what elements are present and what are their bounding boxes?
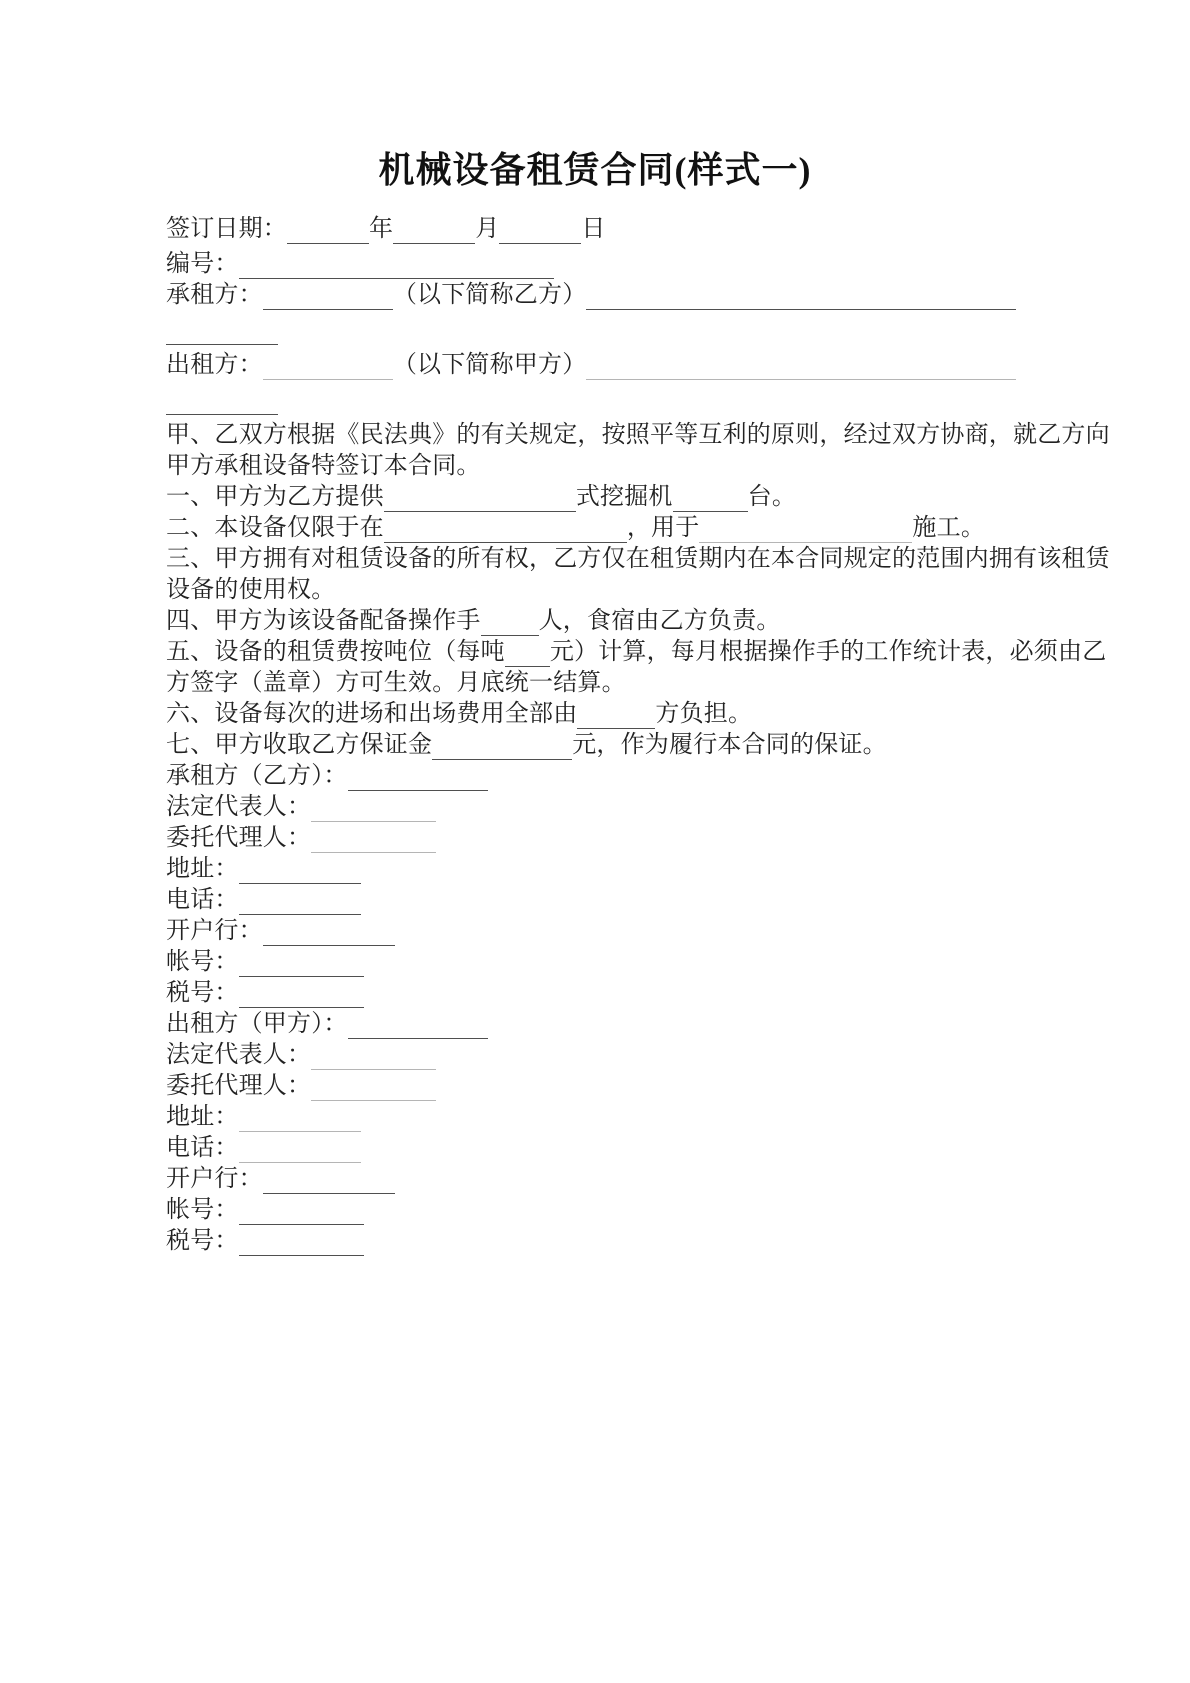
blank-field	[499, 219, 581, 244]
blank-field	[505, 642, 550, 667]
clause-7	[166, 730, 1120, 761]
blank-field	[586, 355, 1016, 380]
text-run: 电话：	[166, 1135, 239, 1161]
text-run: 地址：	[166, 856, 239, 882]
preamble-line-1	[166, 420, 1120, 451]
text-run: 承租方（乙方）：	[166, 763, 348, 789]
blank-field	[239, 952, 364, 977]
clause-3-line-2	[166, 575, 1120, 606]
text-run: 甲方承租设备特签订本合同。	[166, 453, 481, 479]
document-lines	[0, 214, 1190, 1257]
lessee-phone	[166, 885, 1120, 916]
text-run: 税号：	[166, 980, 239, 1006]
text-run: 签订日期：	[166, 216, 287, 242]
text-run: 三、甲方拥有对租赁设备的所有权，乙方仅在租赁期内在本合同规定的范围内拥有该租赁	[166, 546, 1110, 572]
clause-4	[166, 606, 1120, 637]
lessor-line	[166, 350, 1120, 381]
text-run: （以下简称乙方）	[392, 282, 587, 308]
text-run: 委托代理人：	[166, 1073, 312, 1099]
clause-2	[166, 513, 1120, 544]
lessee-entrusted-agent	[166, 823, 1120, 854]
document-title: 机械设备租赁合同(样式一)	[378, 150, 812, 190]
lessee-tax-number	[166, 978, 1120, 1009]
clause-1	[166, 482, 1120, 513]
text-run: 元）计算，每月根据操作手的工作统计表，必须由乙	[549, 639, 1107, 665]
text-run: 承租方：	[166, 282, 263, 308]
blank-field	[263, 355, 393, 380]
text-run: 编号：	[166, 251, 239, 277]
text-run: 法定代表人：	[166, 1042, 312, 1068]
blank-field	[239, 983, 364, 1008]
blank-field	[348, 766, 488, 791]
blank-field	[311, 1045, 436, 1070]
blank-field	[239, 1200, 364, 1225]
lessor-phone	[166, 1133, 1120, 1164]
lessee-address	[166, 854, 1120, 885]
text-run: 年	[369, 216, 394, 242]
text-run: 台。	[747, 484, 797, 510]
text-run: 帐号：	[166, 1197, 239, 1223]
clause-5-line-2	[166, 668, 1120, 699]
blank-field	[166, 390, 278, 415]
blank-field	[239, 1231, 364, 1256]
lessee-sign-name	[166, 761, 1120, 792]
text-run: 元，作为履行本合同的保证。	[572, 732, 887, 758]
text-run: 甲、乙双方根据《民法典》的有关规定，按照平等互利的原则，经过双方协商，就乙方向	[166, 422, 1110, 448]
text-run: 出租方：	[166, 352, 263, 378]
text-run: 人，食宿由乙方负责。	[538, 608, 781, 634]
sign-date-line	[166, 214, 1120, 245]
text-run: 开户行：	[166, 918, 263, 944]
text-run: 式挖掘机	[575, 484, 673, 510]
text-run: 日	[581, 216, 606, 242]
text-run: 地址：	[166, 1104, 239, 1130]
clause-6	[166, 699, 1120, 730]
blank-field	[311, 797, 436, 822]
blank-field	[311, 828, 436, 853]
blank-field	[577, 704, 655, 729]
preamble-line-2	[166, 451, 1120, 482]
blank-field	[287, 219, 369, 244]
lessor-entrusted-agent	[166, 1071, 1120, 1102]
text-run: 电话：	[166, 887, 239, 913]
blank-field	[673, 487, 748, 512]
lessee-legal-representative	[166, 792, 1120, 823]
text-run: 委托代理人：	[166, 825, 312, 851]
lessor-line-continuation	[166, 385, 1120, 416]
blank-field	[263, 285, 393, 310]
clause-3-line-1	[166, 544, 1120, 575]
blank-field	[239, 1138, 361, 1163]
text-run: 月	[475, 216, 500, 242]
clause-5-line-1	[166, 637, 1120, 668]
text-run: 施工。	[912, 515, 986, 541]
lessee-account-number	[166, 947, 1120, 978]
text-run: 税号：	[166, 1228, 239, 1254]
text-run: 五、设备的租赁费按吨位（每吨	[166, 639, 505, 665]
text-run: 六、设备每次的进场和出场费用全部由	[166, 701, 578, 727]
contract-number-line	[166, 249, 1120, 280]
text-run: 方签字（盖章）方可生效。月底统一结算。	[166, 670, 626, 696]
text-run: 出租方（甲方）：	[166, 1011, 348, 1037]
lessee-line-continuation	[166, 315, 1120, 346]
blank-field	[263, 1169, 395, 1194]
blank-field	[239, 1107, 361, 1132]
text-run: 方负担。	[655, 701, 753, 727]
lessee-bank	[166, 916, 1120, 947]
blank-field	[239, 254, 554, 279]
blank-field	[348, 1014, 488, 1039]
lessor-sign-name	[166, 1009, 1120, 1040]
text-run: 一、甲方为乙方提供	[166, 484, 384, 510]
blank-field	[432, 735, 572, 760]
blank-field	[699, 518, 912, 543]
lessor-tax-number	[166, 1226, 1120, 1257]
lessor-account-number	[166, 1195, 1120, 1226]
lessor-address	[166, 1102, 1120, 1133]
blank-field	[384, 487, 576, 512]
text-run: （以下简称甲方）	[392, 352, 587, 378]
lessor-bank	[166, 1164, 1120, 1195]
blank-field	[239, 890, 361, 915]
text-run: 七、甲方收取乙方保证金	[166, 732, 433, 758]
text-run: ，用于	[626, 515, 700, 541]
text-run: 法定代表人：	[166, 794, 312, 820]
text-run: 帐号：	[166, 949, 239, 975]
text-run: 二、本设备仅限于在	[166, 515, 384, 541]
lessee-line	[166, 280, 1120, 311]
blank-field	[481, 611, 539, 636]
blank-field	[166, 320, 278, 345]
blank-field	[586, 285, 1016, 310]
text-run: 开户行：	[166, 1166, 263, 1192]
blank-field	[393, 219, 475, 244]
text-run: 设备的使用权。	[166, 577, 336, 603]
blank-field	[384, 518, 627, 543]
blank-field	[311, 1076, 436, 1101]
text-run: 四、甲方为该设备配备操作手	[166, 608, 481, 634]
lessor-legal-representative	[166, 1040, 1120, 1071]
blank-field	[263, 921, 395, 946]
blank-field	[239, 859, 361, 884]
